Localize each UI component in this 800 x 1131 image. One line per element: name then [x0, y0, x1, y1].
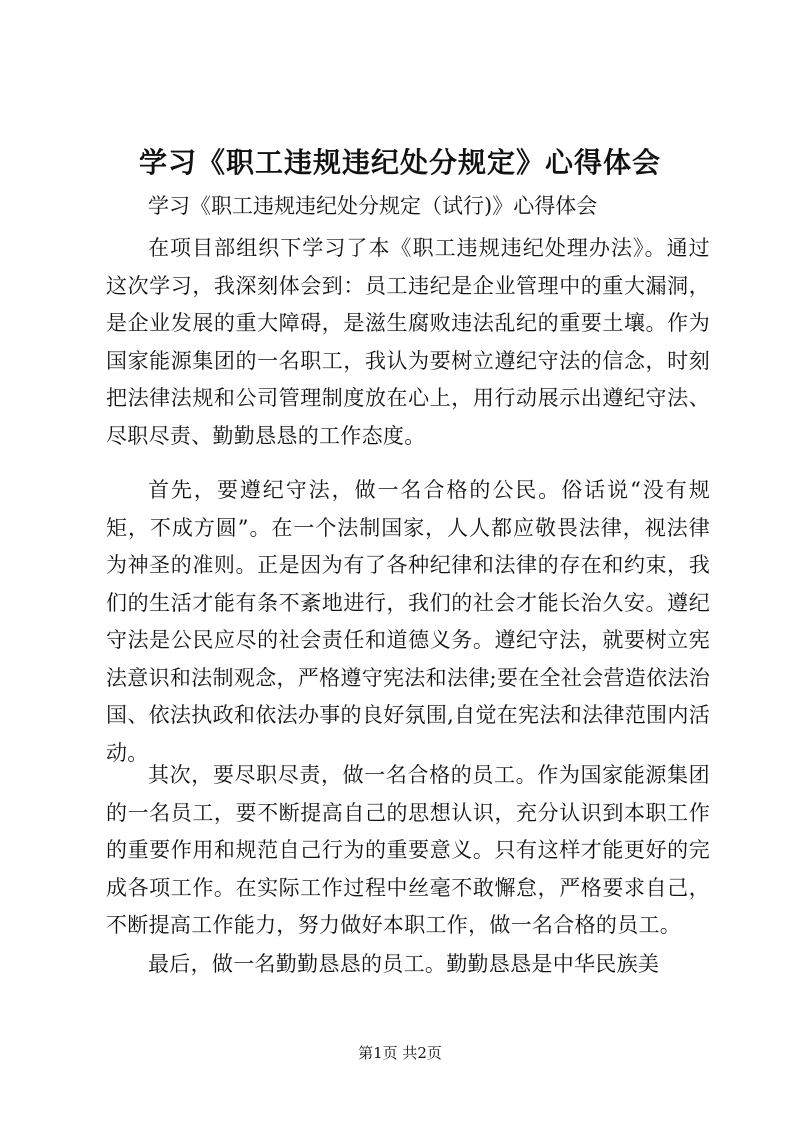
page-footer: 第1页 共2页: [358, 1044, 442, 1062]
document-subtitle: 学习《职工违规违纪处分规定（试行)》心得体会: [148, 194, 598, 218]
paragraph-last: 最后，做一名勤勤恳恳的员工。勤勤恳恳是中华民族美: [148, 952, 660, 976]
paragraph-first: 首先，要遵纪守法，做一名合格的公民。俗话说“没有规矩，不成方圆”。在一个法制国家，人人都应敬畏法律，视法律为神圣的准则。正是因为有了各种纪律和法律的存在和约束，我们的生活才能有条不紊地进行，我们的社会才能长治久安。遵纪守法是公民应尽的社会责任和道德义务。遵纪守法，就要树立宪法意识和法制观念，严格遵守宪法和法律;要在全社会营造依法治国、依法执政和依法办事的良好氛围,自觉在宪法和法律范围内活动。: [106, 478, 710, 765]
paragraph-second: 其次，要尽职尽责，做一名合格的员工。作为国家能源集团的一名员工，要不断提高自己的思想认识，充分认识到本职工作的重要作用和规范自己行为的重要意义。只有这样才能更好的完成各项工作。在实际工作过程中丝毫不敢懈怠，严格要求自己，不断提高工作能力，努力做好本职工作，做一名合格的员工。: [106, 763, 710, 937]
document-title: 学习《职工违规违纪处分规定》心得体会: [138, 146, 661, 179]
paragraph-intro: 在项目部组织下学习了本《职工违规违纪处理办法》。通过这次学习，我深刻体会到：员工违纪是企业管理中的重大漏洞，是企业发展的重大障碍，是滋生腐败违法乱纪的重要土壤。作为国家能源集团的一名职工，我认为要树立遵纪守法的信念，时刻把法律法规和公司管理制度放在心上，用行动展示出遵纪守法、尽职尽责、勤勤恳恳的工作态度。: [106, 236, 710, 448]
